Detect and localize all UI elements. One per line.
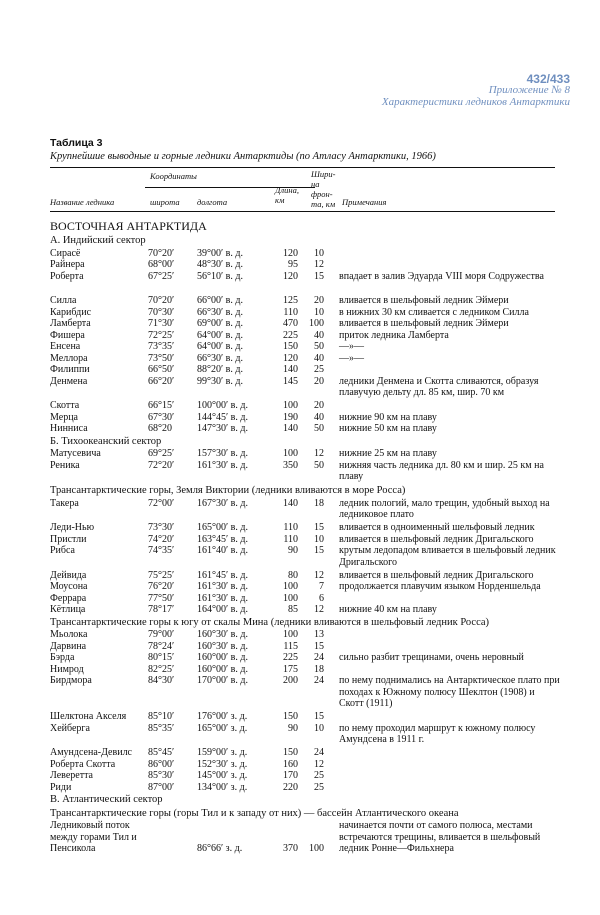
glacier-name: Риди [50,781,72,793]
latitude: 66°50′ [148,364,175,375]
front-width: 15 [314,545,324,556]
page-numbers: 432/433 [526,72,570,86]
longitude: 161°30′ в. д. [197,459,248,471]
longitude: 160°30′ в. д. [197,629,248,640]
latitude: 85°45′ [148,747,175,758]
glacier-name: Мьолока [50,629,88,640]
front-width: 13 [314,629,324,640]
length: 120 [283,270,298,282]
glacier-name: Леди-Нью [50,522,95,533]
longitude: 147°30′ в. д. [197,423,248,434]
notes: —»— [339,341,364,352]
glacier-name: Хейберга [50,722,90,734]
front-width: 12 [314,604,324,615]
longitude: 66°30′ в. д. [197,306,243,318]
notes: по нему проходил маршрут к южному полюсу Амундсена в 1911 г. [339,722,536,745]
glacier-name: Денмена [50,375,88,387]
latitude: 70°20′ [148,295,175,306]
latitude: 82°25′ [148,663,175,675]
length: 190 [283,411,298,423]
section-title: ВОСТОЧНАЯ АНТАРКТИДА [50,219,207,233]
length: 125 [283,295,298,306]
latitude: 78°17′ [148,604,175,615]
longitude: 165°00′ в. д. [197,522,248,533]
latitude: 72°25′ [148,329,175,341]
longitude: 165°00′ з. д. [197,722,248,734]
notes: вливается в шельфовый ледник Эймери [339,295,509,306]
latitude: 70°20′ [148,247,175,259]
longitude: 159°00′ з. д. [197,747,248,758]
length: 90 [288,722,298,734]
glacier-name: Пристли [50,533,87,545]
glacier-name: Ламберта [50,318,91,329]
latitude: 76°20′ [148,581,175,592]
front-width: 10 [314,722,324,734]
section-title: В. Атлантический сектор [50,794,163,805]
longitude: 160°00′ в. д. [197,663,248,675]
latitude: 69°25′ [148,448,175,459]
front-width: 15 [314,270,324,282]
glacier-name: Кётлица [50,604,86,615]
notes: нижние 90 км на плаву [339,411,437,423]
length: 170 [283,770,298,781]
latitude: 75°25′ [148,569,175,581]
length: 100 [283,629,298,640]
glacier-name: Леверетта [50,770,93,781]
glacier-name: Феррара [50,592,87,604]
header-bottom-rule [50,211,555,212]
glacier-name: Ледниковый поток между горами Тил и Пенсикола [50,820,137,854]
glacier-name: Амундсена-Девилс [50,747,132,758]
length: 225 [283,652,298,663]
latitude: 68°20 [148,423,172,434]
front-width: 12 [314,569,324,581]
length: 100 [283,400,298,411]
notes: крутым ледопадом вливается в шельфовый ледник Дригальского [339,545,556,568]
front-width: 20 [314,375,324,387]
length: 115 [283,640,298,652]
front-width: 100 [309,843,324,854]
length: 350 [283,459,298,471]
glacier-name: Сирасё [50,247,81,259]
glacier-name: Роберта [50,270,84,282]
latitude: 79°00′ [148,629,175,640]
front-width: 10 [314,247,324,259]
front-width: 25 [314,364,324,375]
longitude: 48°30′ в. д. [197,259,243,270]
glacier-name: Матусевича [50,448,101,459]
glacier-name: Филиппи [50,364,90,375]
header-latitude: широта [150,197,180,207]
glacier-name: Бэрда [50,652,75,663]
length: 200 [283,675,298,686]
length: 85 [288,604,298,615]
longitude: 88°20′ в. д. [197,364,243,375]
front-width: 24 [314,747,324,758]
longitude: 152°30′ з. д. [197,758,248,770]
glacier-name: Бирдмора [50,675,92,686]
front-width: 18 [314,663,324,675]
glacier-name: Реника [50,459,80,471]
notes: вливается в шельфовый ледник Дригальского [339,533,534,545]
glacier-name: Силла [50,295,77,306]
front-width: 15 [314,711,324,722]
notes: нижние 50 км на плаву [339,423,437,434]
longitude: 161°30′ в. д. [197,581,248,592]
notes: в нижних 30 км сливается с ледником Силла [339,306,529,318]
length: 100 [283,592,298,604]
notes: вливается в шельфовый ледник Дригальского [339,569,534,581]
length: 120 [283,247,298,259]
front-width: 12 [314,448,324,459]
latitude: 77°50′ [148,592,175,604]
glacier-name: Меллора [50,352,88,364]
notes: вливается в одноименный шельфовый ледник [339,522,535,533]
longitude: 64°00′ в. д. [197,329,243,341]
length: 150 [283,711,298,722]
length: 140 [283,423,298,434]
latitude: 84°30′ [148,675,175,686]
notes: нижние 25 км на плаву [339,448,437,459]
longitude: 145°00′ з. д. [197,770,248,781]
front-width: 15 [314,522,324,533]
header-name: Название ледника [50,197,115,207]
section-title: Трансантарктические горы к югу от скалы Мина (ледники вливаются в шельфовый ледник Росса) [50,616,490,628]
length: 150 [283,341,298,352]
section-title: Трансантарктические горы (горы Тил и к западу от них) — бассейн Атлантического океана [50,807,459,819]
latitude: 72°00′ [148,497,175,509]
glacier-name: Нинниса [50,423,88,434]
glacier-name: Роберта Скотта [50,758,116,770]
glacier-name: Дейвида [50,569,87,581]
glacier-name: Шелктона Акселя [50,711,127,722]
latitude: 86°00′ [148,758,175,770]
longitude: 134°00′ з. д. [197,781,248,793]
longitude: 163°45′ в. д. [197,533,248,545]
notes: сильно разбит трещинами, очень неровный [339,652,524,663]
front-width: 40 [314,329,324,341]
longitude: 160°30′ в. д. [197,640,248,652]
front-width: 10 [314,306,324,318]
length: 100 [283,448,298,459]
length: 220 [283,781,298,793]
longitude: 167°30′ в. д. [197,497,248,509]
length: 160 [283,758,298,770]
length: 470 [283,318,298,329]
notes: приток ледника Ламберта [339,329,449,341]
latitude: 70°30′ [148,306,175,318]
length: 120 [283,352,298,364]
longitude: 164°00′ в. д. [197,604,248,615]
glacier-name: Енсена [50,341,81,352]
front-width: 100 [309,318,324,329]
length: 80 [288,569,298,581]
length: 110 [283,306,298,318]
chapter-title: Характеристики ледников Антарктики [381,96,570,108]
longitude: 56°10′ в. д. [197,270,243,282]
latitude: 73°30′ [148,522,175,533]
latitude: 74°20′ [148,533,175,545]
notes: вливается в шельфовый ледник Эймери [339,318,509,329]
longitude: 144°45′ в. д. [197,411,248,423]
header-width: Шири-на фрон-та, км [311,169,336,209]
longitude: 39°00′ в. д. [197,247,243,259]
length: 370 [283,843,298,854]
table-label: Таблица 3 [50,137,103,149]
length: 95 [288,259,298,270]
notes: продолжается плавучим языком Норденшельда [339,581,541,592]
length: 110 [283,533,298,545]
length: 100 [283,581,298,592]
glacier-name: Фишера [50,329,85,341]
length: 90 [288,545,298,556]
latitude: 66°15′ [148,400,175,411]
length: 110 [283,522,298,533]
notes: ледники Денмена и Скотта сливаются, образуя плавучую дельту дл. 85 км, шир. 70 км [339,375,539,398]
longitude: 160°00′ в. д. [197,652,248,663]
front-width: 40 [314,352,324,364]
table-top-rule [50,167,555,168]
length: 150 [283,747,298,758]
table-caption: Крупнейшие выводные и горные ледники Антарктиды (по Атласу Антарктики, 1966) [50,151,436,162]
longitude: 161°30′ в. д. [197,592,248,604]
front-width: 50 [314,341,324,352]
latitude: 73°35′ [148,341,175,352]
front-width: 20 [314,295,324,306]
appendix-label: Приложение № 8 [488,84,570,96]
front-width: 50 [314,459,324,471]
longitude: 100°00′ в. д. [197,400,248,411]
section-title: Трансантарктические горы, Земля Виктории (ледники вливаются в море Росса) [50,485,406,496]
longitude: 66°00′ в. д. [197,295,243,306]
length: 140 [283,497,298,509]
notes: нижняя часть ледника дл. 80 км и шир. 25 км на плаву [339,459,544,482]
longitude: 157°30′ в. д. [197,448,248,459]
latitude: 72°20′ [148,459,175,471]
notes: ледник пологий, мало трещин, удобный выход на ледниковое плато [339,497,550,520]
front-width: 7 [319,581,324,592]
longitude: 176°00′ з. д. [197,711,248,722]
header-length: Длина, км [275,185,299,205]
longitude: 66°30′ в. д. [197,352,243,364]
front-width: 25 [314,781,324,793]
longitude: 161°40′ в. д. [197,545,248,556]
notes: начинается почти от самого полюса, местами встречаются трещины, вливается в шельфовый ледник Ронне—Фильхнера [339,820,541,854]
glacier-name: Карибдис [50,306,92,318]
front-width: 24 [314,675,324,686]
latitude: 87°00′ [148,781,175,793]
front-width: 25 [314,770,324,781]
longitude: 161°45′ в. д. [197,569,248,581]
latitude: 80°15′ [148,652,175,663]
front-width: 40 [314,411,324,423]
glacier-name: Моусона [50,581,88,592]
latitude: 85°35′ [148,722,175,734]
glacier-name: Такера [50,497,79,509]
longitude: 170°00′ в. д. [197,675,248,686]
front-width: 18 [314,497,324,509]
front-width: 12 [314,259,324,270]
notes: впадает в залив Эдуарда VIII моря Содружества [339,270,544,282]
notes: нижние 40 км на плаву [339,604,437,615]
latitude: 71°30′ [148,318,175,329]
glacier-name: Райнера [50,259,85,270]
length: 145 [283,375,298,387]
header-notes: Примечания [342,197,387,207]
longitude: 99°30′ в. д. [197,375,243,387]
latitude: 68°00′ [148,259,175,270]
front-width: 15 [314,640,324,652]
latitude: 78°24′ [148,640,175,652]
latitude: 85°30′ [148,770,175,781]
glacier-name: Рибса [50,545,75,556]
section-title: Б. Тихоокеанский сектор [50,435,162,447]
latitude: 74°35′ [148,545,175,556]
latitude: 66°20′ [148,375,175,387]
header-longitude: долгота [197,197,228,207]
glacier-name: Скотта [50,400,80,411]
header-coords: Координаты [150,171,197,181]
front-width: 24 [314,652,324,663]
glacier-name: Мерца [50,411,78,423]
front-width: 12 [314,758,324,770]
glacier-name: Нимрод [50,663,84,675]
longitude: 64°00′ в. д. [197,341,243,352]
longitude: 69°00′ в. д. [197,318,243,329]
front-width: 20 [314,400,324,411]
latitude: 85°10′ [148,711,175,722]
front-width: 6 [319,592,324,604]
notes: —»— [339,352,364,364]
section-title: А. Индийский сектор [50,235,146,246]
notes: по нему поднимались на Антарктическое плато при походах к Южному полюсу Шеклтон (1908) и Скотт (1911) [339,675,560,709]
front-width: 10 [314,533,324,545]
front-width: 50 [314,423,324,434]
longitude: 86°66′ з. д. [197,843,243,854]
glacier-name: Дарвина [50,640,87,652]
length: 225 [283,329,298,341]
latitude: 67°25′ [148,270,175,282]
latitude: 73°50′ [148,352,175,364]
length: 175 [283,663,298,675]
length: 140 [283,364,298,375]
latitude: 67°30′ [148,411,175,423]
